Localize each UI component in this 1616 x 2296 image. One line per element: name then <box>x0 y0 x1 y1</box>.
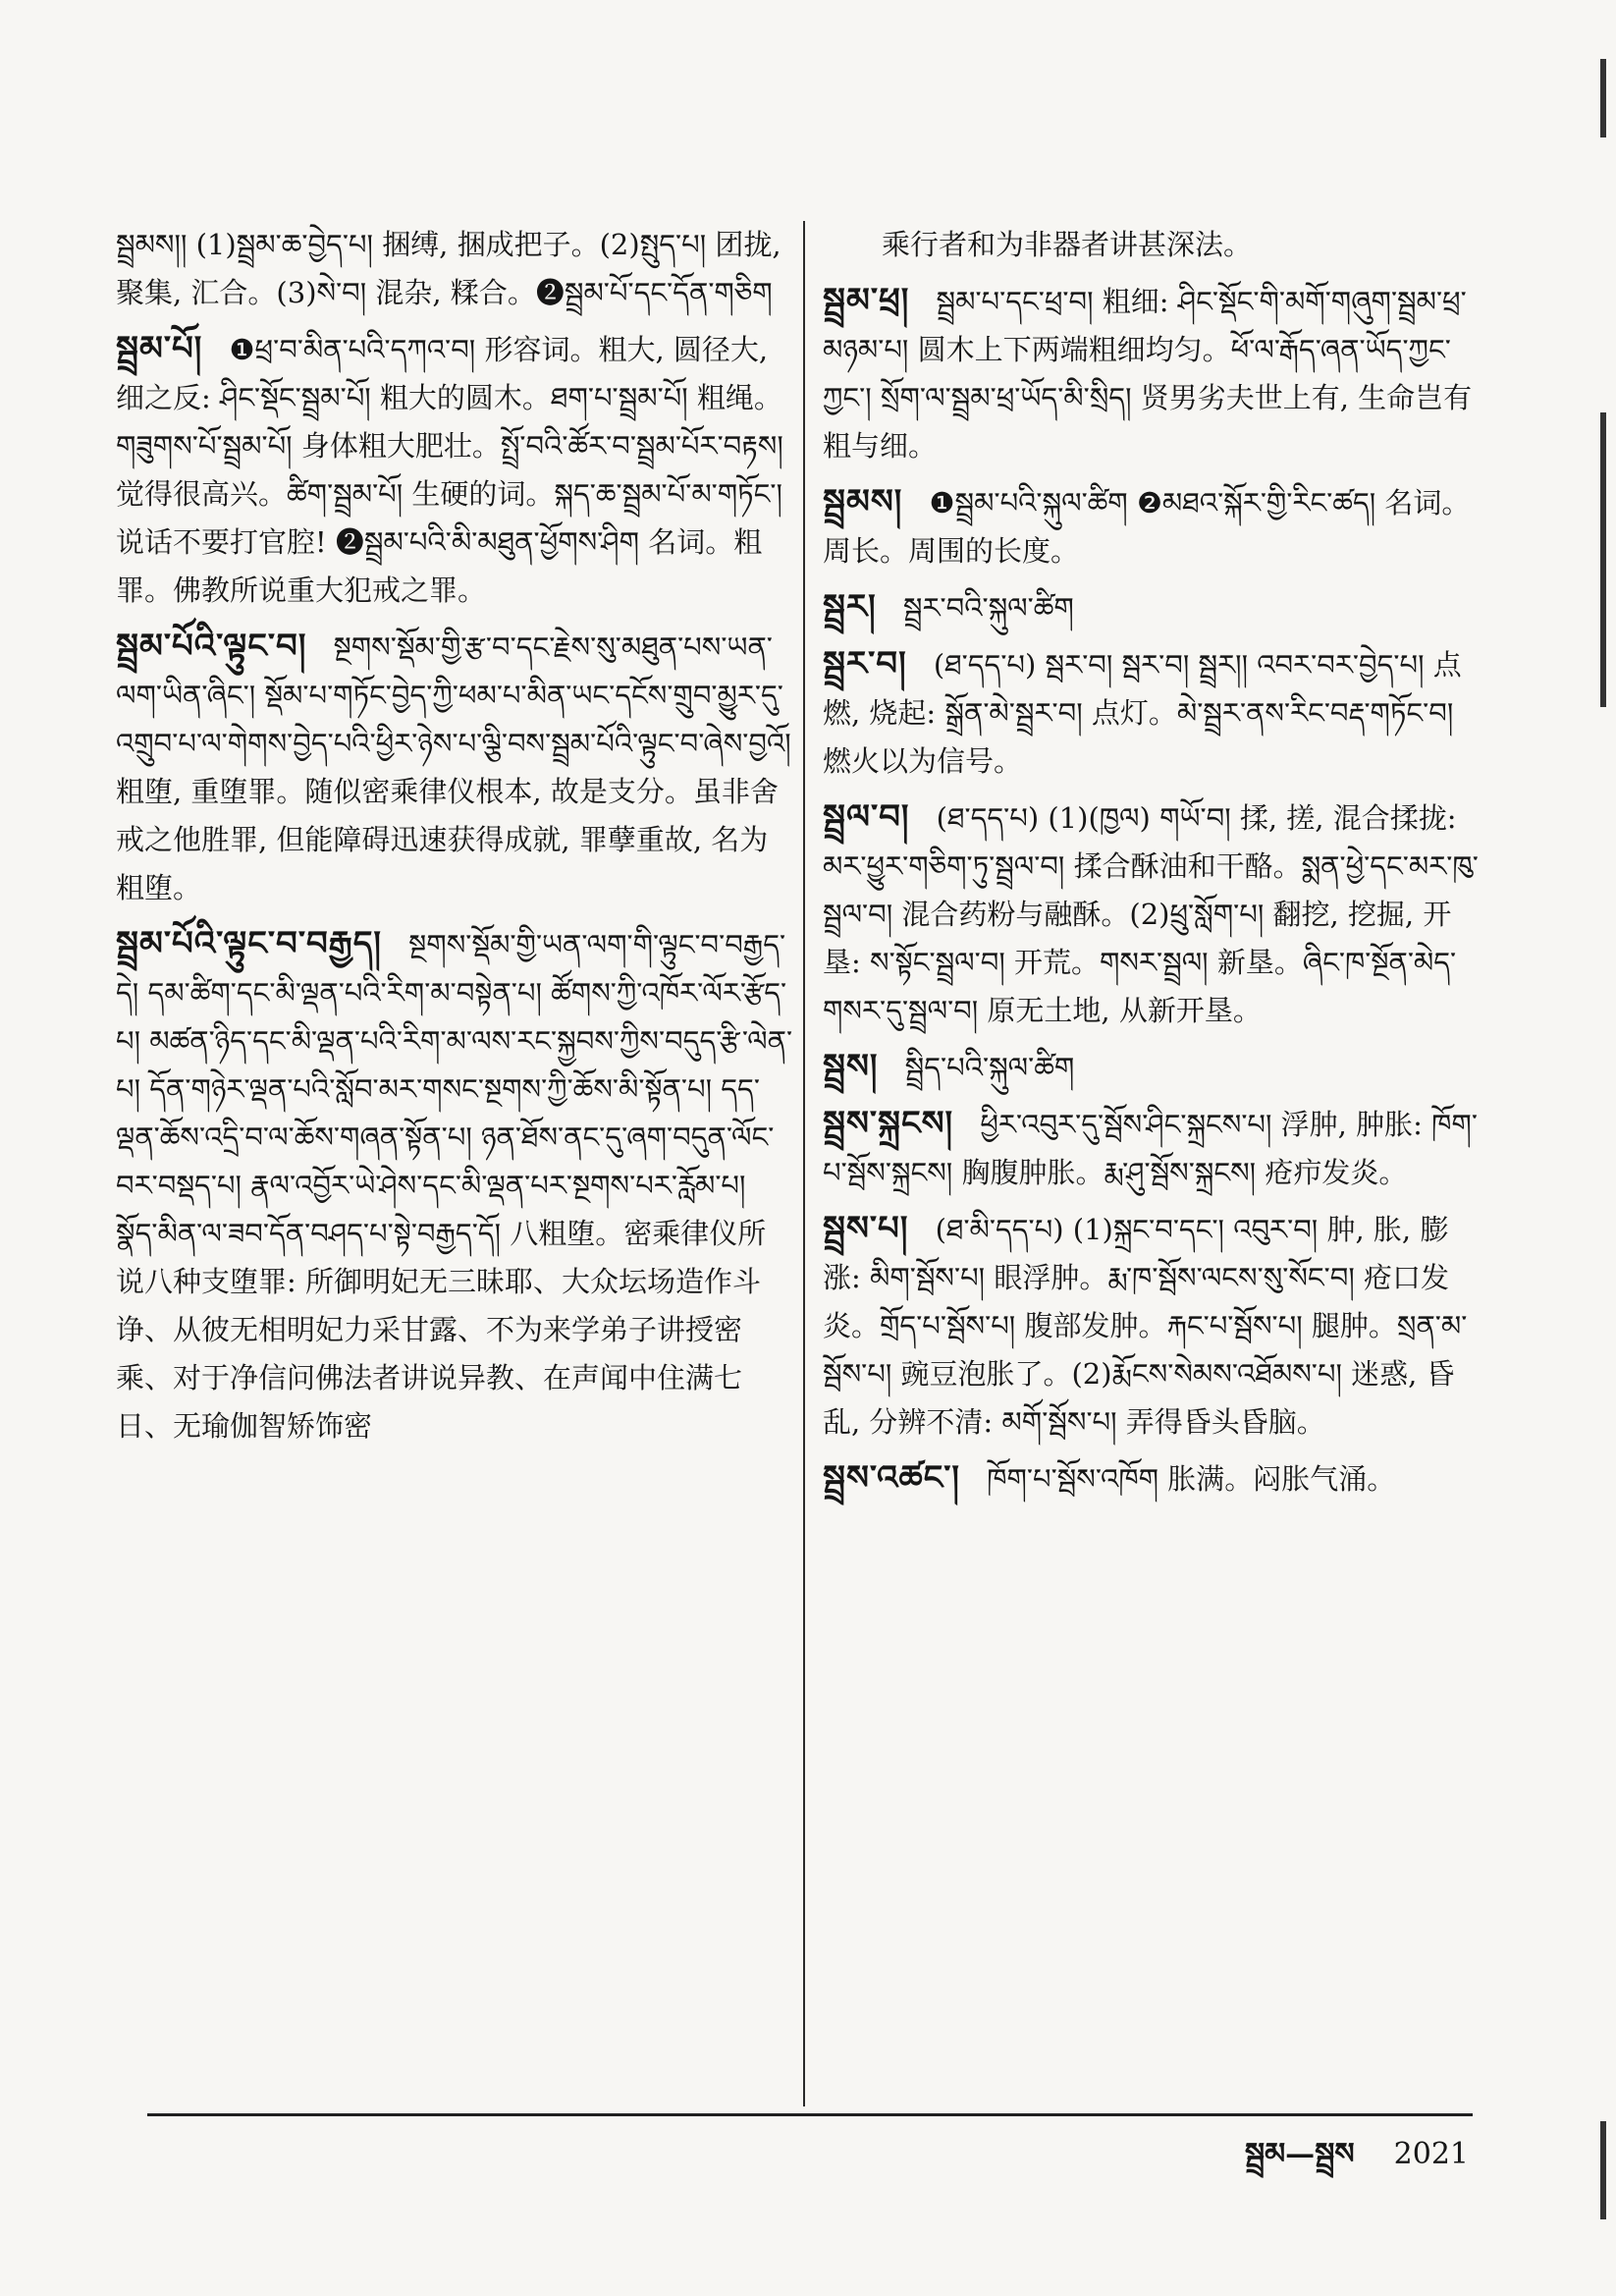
entry-text: 乘行者和为非器者讲甚深法。 <box>882 228 1253 261</box>
entry-headword: སྦྲམས། <box>823 482 903 521</box>
entry-r7 <box>823 1100 1481 1197</box>
entry-headword: སྦྲས་འཚང་། <box>823 1458 960 1498</box>
entry-r4 <box>823 640 1481 786</box>
entry-text: (ཐ་དད་པ) སྦར་བ། སྦར་བ། སྦྲར།། འབར་བར་བྱེད་པ། 点燃, 烧起: སྒྲོན་མེ་སྦྲར་བ། 点灯。མེ་སྦྲར་ནས་རིང་བརྡ་གཏོང་བ། 燃火以为信号。 <box>823 648 1462 778</box>
page-number: 2021 <box>1393 2137 1469 2171</box>
entry-r9 <box>823 1454 1481 1503</box>
entry-r2 <box>823 478 1481 575</box>
entry-headword: སྦྲམ་པོའི་ལྟུང་བ་བརྒྱད། <box>116 924 382 963</box>
entry-text: སྦྲར་བའི་སྐུལ་ཚིག <box>902 591 1074 625</box>
entry-text: (ཐ་དད་པ) (1)(ཁྱལ) གཡོ་བ། 揉, 搓, 混合揉拢: མར་ཕྱུར་གཅིག་ཏུ་སྦྲལ་བ། 揉合酥油和干酪。སྨན་ཕྱེ་དང་མར་ཁུ་སྦྲལ་བ། 混合药粉与融酥。(2)ཕྲུ་སློག་པ། 翻挖, 挖掘, 开垦: ས་སྟོང་སྦྲལ་བ། 开荒。གསར་སྦྲལ། 新垦。ཞིང་ཁ་སྔོན་མེད་གསར་དུ་སྦྲལ་བ། 原无土地, 从新开垦。 <box>823 801 1479 1027</box>
entry-r8 <box>823 1205 1481 1447</box>
entry-l2 <box>116 623 793 912</box>
entry-text: ❶སྦྲམ་པའི་སྐུལ་ཚིག ❷མཐའ་སྐོར་གྱི་རིང་ཚད། 名词。周长。周围的长度。 <box>823 486 1471 568</box>
entry-headword: སྦྲས། <box>823 1047 879 1086</box>
entry-headword: སྦྲས་སྐྲངས། <box>823 1104 954 1143</box>
entry-text: (ཐ་མི་དད་པ) (1)སྐྲང་བ་དང་། འབུར་བ། 肿, 胀, 膨涨: མིག་སྦོས་པ། 眼浮肿。རྨ་ཁ་སྦོས་ལངས་སུ་སོང་བ། 疮口发炎。གྲོད་པ་སྦོས་པ། 腹部发肿。རྐང་པ་སྦོས་པ། 腿肿。སྲན་མ་སྦོས་པ། 豌豆泡胀了。(2)རྨོངས་སེམས་འཐོམས་པ། 迷惑, 昏乱, 分辨不清: མགོ་སྦོས་པ། 弄得昏头昏脑。 <box>823 1213 1468 1439</box>
entry-headword: སྦྲལ་བ། <box>823 797 910 837</box>
entry-r5 <box>823 793 1481 1035</box>
entry-headword: སྦྲས་པ། <box>823 1209 909 1248</box>
entry-headword: སྦྲམ་པོ། <box>116 329 203 368</box>
entry-r6 <box>823 1043 1481 1092</box>
entry-headword: སྦྲར་བ། <box>823 644 907 683</box>
entry-headword: སྦྲམ་ཕྲ། <box>823 281 910 320</box>
edge-mark <box>1600 59 1606 137</box>
footer-headword-range: སྦྲམ—སྦྲས <box>1244 2137 1355 2171</box>
entry-text: སྦྲམས།། (1)སྦྲམ་ཆ་བྱེད་པ། 捆缚, 捆成把子。(2)སྤུད་པ། 团拢, 聚集, 汇合。(3)སེ་བ། 混杂, 糅合。❷སྦྲམ་པོ་དང་དོན་གཅིག <box>116 228 781 309</box>
entry-text: ཕྱིར་འབུར་དུ་སྦོས་ཤིང་སྐྲངས་པ། 浮肿, 肿胀: ཁོག་པ་སྦོས་སྐྲངས། 胸腹肿胀。རྨ་ཤུ་སྦོས་སྐྲངས། 疮疖发炎。 <box>823 1108 1478 1189</box>
entry-l1 <box>116 325 793 615</box>
left-column <box>116 221 793 1458</box>
entry-r0 <box>823 221 1481 269</box>
entry-l0 <box>116 221 793 317</box>
edge-mark <box>1600 2121 1606 2219</box>
scan-edge-marks <box>1587 59 1610 2219</box>
entry-text: སྔགས་སྡོམ་གྱི་ཡན་ལག་གི་ལྟུང་བ་བརྒྱད་དེ། དམ་ཚིག་དང་མི་ལྡན་པའི་རིག་མ་བསྟེན་པ། ཚོགས་ཀྱི་འཁོར་ལོར་རྩོད་པ། མཚན་ཉིད་དང་མི་ལྡན་པའི་རིག་མ་ལས་རང་སྐྱབས་ཀྱིས་བདུད་རྩི་ལེན་པ། དོན་གཉེར་ལྡན་པའི་སློབ་མར་གསང་སྔགས་ཀྱི་ཆོས་མི་སྟོན་པ། དད་ལྡན་ཆོས་འདྲི་བ་ལ་ཆོས་གཞན་སྟོན་པ། ཉན་ཐོས་ནང་དུ་ཞག་བདུན་ལོང་བར་བསྡད་པ། རྣལ་འབྱོར་ཡེ་ཤེས་དང་མི་ལྡན་པར་སྔགས་པར་རློམ་པ། སྣོད་མིན་ལ་ཟབ་དོན་བཤད་པ་སྟེ་བརྒྱད་དོ། 八粗堕。密乘律仪所说八种支堕罪: 所御明妃无三昧耶、大众坛场造作斗诤、从彼无相明妃力采甘露、不为来学弟子讲授密乘、对于净信问佛法者讲说异教、在声闻中住满七日、无瑜伽智矫饰密 <box>116 928 793 1443</box>
footer-rule <box>147 2113 1473 2116</box>
entry-headword: སྦྲམ་པོའི་ལྟུང་བ། <box>116 627 307 666</box>
column-divider <box>803 221 805 2106</box>
entry-headword: སྦྲར། <box>823 587 877 627</box>
entry-r3 <box>823 583 1481 632</box>
entry-text: སྦྲམ་པ་དང་ཕྲ་བ། 粗细: ཤིང་སྡོང་གི་མགོ་གཞུག་སྦྲམ་ཕྲ་མཉམ་པ། 圆木上下两端粗细均匀。ཕོ་ལ་རྒོད་ཞན་ཡོད་ཀྱང་ཀྱང་། སྲོག་ལ་སྦྲམ་ཕྲ་ཡོད་མི་སྲིད། 贤男劣夫世上有, 生命岂有粗与细。 <box>823 285 1473 463</box>
page-footer <box>1245 2121 1469 2204</box>
entry-text: ཁོག་པ་སྦོས་འཁོག 胀满。闷胀气涌。 <box>987 1462 1396 1496</box>
entry-r1 <box>823 277 1481 470</box>
edge-mark <box>1600 412 1606 707</box>
entry-text: སྔགས་སྡོམ་གྱི་རྩ་བ་དང་རྗེས་སུ་མཐུན་པས་ཡན་ལག་ཡིན་ཞིང་། སྡོམ་པ་གཏོང་བྱེད་ཀྱི་ཕམ་པ་མིན་ཡང་དངོས་གྲུབ་མྱུར་དུ་འགྲུབ་པ་ལ་གེགས་བྱེད་པའི་ཕྱིར་ཉེས་པ་ལྕི་བས་སྦྲམ་པོའི་ལྟུང་བ་ཞེས་བྱའོ། 粗堕, 重堕罪。随似密乘律仪根本, 故是支分。虽非舍戒之他胜罪, 但能障碍迅速获得成就, 罪孽重故, 名为粗堕。 <box>116 630 791 904</box>
entry-l3 <box>116 920 793 1450</box>
entry-text: ❶ཕྲ་བ་མིན་པའི་དཀའ་བ། 形容词。粗大, 圆径大, 细之反: ཤིང་སྡོང་སྦྲམ་པོ། 粗大的圆木。ཐག་པ་སྦྲམ་པོ། 粗绳。གཟུགས་པོ་སྦྲམ་པོ། 身体粗大肥壮。སྤྲོ་བའི་ཚོར་བ་སྦྲམ་པོར་བརྟས། 觉得很高兴。ཚིག་སྦྲམ་པོ། 生硬的词。སྐད་ཆ་སྦྲམ་པོ་མ་གཏོང་། 说话不要打官腔! ❷སྦྲམ་པའི་མི་མཐུན་ཕྱོགས་ཤིག 名词。粗罪。佛教所说重大犯戒之罪。 <box>116 333 783 607</box>
entry-text: སྦྲིད་པའི་སྐུལ་ཚིག <box>904 1051 1075 1084</box>
right-column <box>823 221 1481 1511</box>
